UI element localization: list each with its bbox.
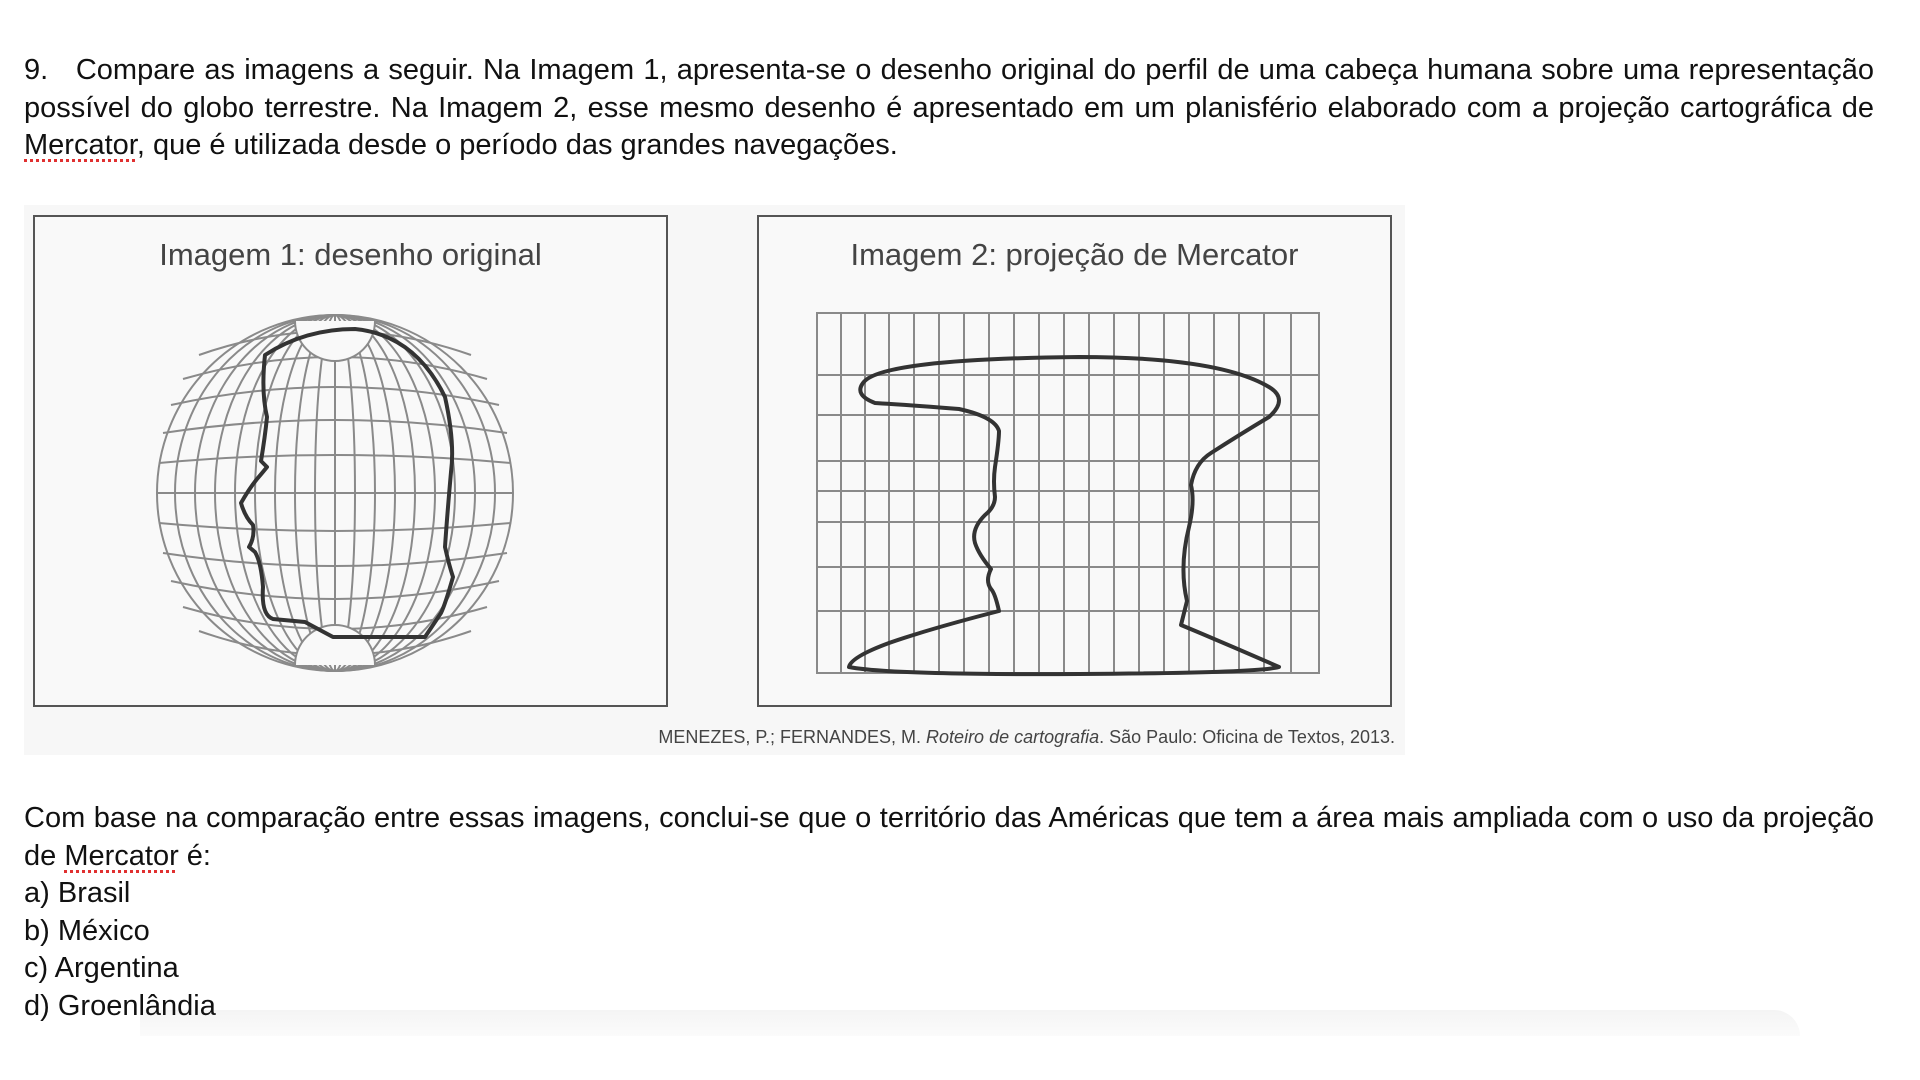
question-intro [24,52,1874,165]
intro-text-end: , que é utilizada desde o período das grandes navegações. [136,129,898,161]
answer-options [24,875,216,1025]
prompt-text-end: é: [178,839,211,872]
option-text: Groenlândia [57,989,216,1022]
spellcheck-flagged-word[interactable]: Mercator [64,839,179,872]
caption-publisher: . São Paulo: Oficina de Textos, 2013. [1099,727,1395,747]
option-c[interactable] [24,950,216,988]
option-text: México [57,914,150,947]
mercator-head-illustration [759,217,1390,705]
image1-box [33,215,668,707]
image2-title: Imagem 2: projeção de Mercator [850,237,1299,272]
caption-book-title: Roteiro de cartografia [926,727,1100,747]
image2-box [757,215,1392,707]
image1-title: Imagem 1: desenho original [159,237,542,272]
figure-panel [24,205,1405,755]
head-outline-globe [241,329,453,637]
spellcheck-flagged-word[interactable]: Mercator [24,129,137,161]
option-b[interactable] [24,913,216,951]
globe-head-illustration [35,217,666,705]
page-shadow-bar [140,1010,1800,1036]
question-number: 9. [24,54,49,86]
option-text: Argentina [54,952,179,984]
option-a[interactable] [24,875,216,913]
option-letter: b) [24,914,50,947]
option-letter: c) [24,952,49,984]
caption-authors: MENEZES, P.; FERNANDES, M. [658,727,927,747]
intro-text-start: Compare as imagens a seguir. Na Imagem 1, apresenta-se o desenho original do perfil de uma cabeça humana sobre uma representação possível do globo terrestre. Na Imagem 2, esse mesmo desenho é apresentado em um planisfério elaborado com a projeção cartográfica de [24,54,1874,124]
figure-caption [658,727,1395,748]
option-d[interactable] [24,988,216,1026]
prompt-text-start: Com base na comparação entre essas imagens, conclui-se que o território das Américas que tem a área mais ampliada com o uso da projeção de [24,802,1874,872]
option-letter: d) [24,989,50,1022]
question-prompt [24,800,1874,875]
option-text: Brasil [57,877,131,909]
option-letter: a) [24,877,50,909]
